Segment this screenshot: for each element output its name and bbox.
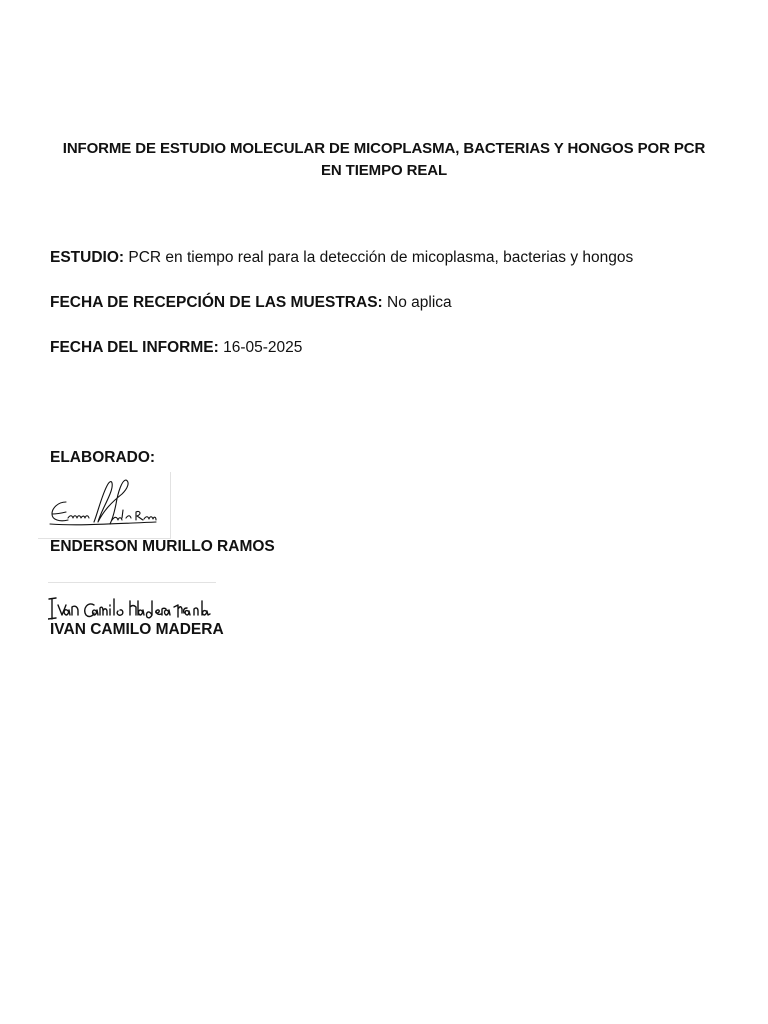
elaborado-label: ELABORADO: xyxy=(50,449,156,466)
signer-enderson-name: ENDERSON MURILLO RAMOS xyxy=(50,538,275,555)
signature-ivan-drawing xyxy=(48,583,216,623)
fecha-informe-label: FECHA DEL INFORME: xyxy=(50,339,219,356)
field-fecha-recepcion xyxy=(50,293,452,313)
signer-ivan-name: IVAN CAMILO MADERA xyxy=(50,621,224,638)
fecha-recepcion-value: No aplica xyxy=(387,294,452,311)
report-title-line2: EN TIEMPO REAL xyxy=(320,162,448,179)
field-fecha-informe xyxy=(50,338,302,358)
field-estudio xyxy=(50,248,633,268)
report-title xyxy=(40,138,728,182)
signature-ivan xyxy=(48,582,216,623)
fecha-recepcion-label: FECHA DE RECEPCIÓN DE LAS MUESTRAS: xyxy=(50,294,383,311)
estudio-label: ESTUDIO: xyxy=(50,249,125,266)
signature-enderson xyxy=(38,472,171,539)
fecha-informe-value: 16-05-2025 xyxy=(223,339,303,356)
signature-enderson-drawing xyxy=(38,472,170,538)
report-title-line1: INFORME DE ESTUDIO MOLECULAR DE MICOPLASMA, BACTERIAS Y HONGOS POR PCR xyxy=(62,140,706,157)
estudio-value: PCR en tiempo real para la detección de micoplasma, bacterias y hongos xyxy=(128,249,634,266)
